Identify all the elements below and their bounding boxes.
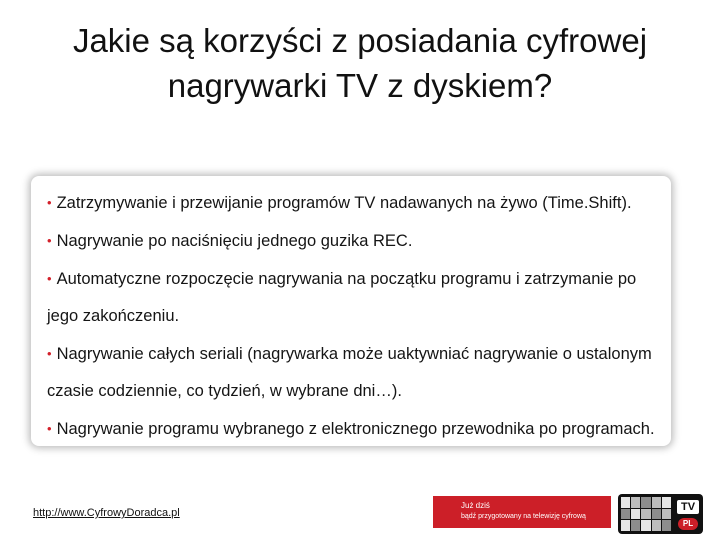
list-item-text: Nagrywanie całych seriali (nagrywarka może uaktywniać nagrywanie o ustalonym <box>56 345 652 363</box>
list-item-text: Nagrywanie programu wybranego z elektronicznego przewodnika po programach. <box>56 420 655 438</box>
list-item <box>47 184 665 222</box>
bullet-icon: • <box>47 421 52 436</box>
pixel-mosaic-icon <box>621 497 671 531</box>
list-item-text: Nagrywanie po naciśnięciu jednego guzika REC. <box>56 232 413 250</box>
slide-title-line-1: Jakie są korzyści z posiadania cyfrowej <box>72 22 648 59</box>
bullet-icon: • <box>47 195 52 210</box>
list-item <box>47 335 665 410</box>
list-item <box>47 260 665 335</box>
bullet-icon: • <box>47 271 52 286</box>
list-item-text-continuation: czasie codziennie, co tydzień, w wybrane dni…). <box>47 382 402 400</box>
promo-banner-line-1: Już dziś <box>461 501 490 510</box>
list-item <box>47 410 665 448</box>
logo-tv-text: TV <box>677 500 699 514</box>
cyfrowy-tv-logo <box>618 494 703 534</box>
bullet-icon: • <box>47 233 52 248</box>
website-link[interactable]: http://www.CyfrowyDoradca.pl <box>33 507 180 519</box>
logo-pl-badge: PL <box>678 518 698 530</box>
list-item-text: Zatrzymywanie i przewijanie programów TV nadawanych na żywo (Time.Shift). <box>56 194 632 212</box>
promo-banner <box>433 496 611 528</box>
list-item <box>47 222 665 260</box>
bullet-icon: • <box>47 346 52 361</box>
slide-title-line-2: nagrywarki TV z dyskiem? <box>167 67 553 104</box>
benefits-list <box>47 184 665 448</box>
promo-banner-line-2: bądź przygotowany na telewizję cyfrową <box>461 513 586 520</box>
content-card <box>31 176 671 446</box>
list-item-text-continuation: jego zakończeniu. <box>47 307 180 325</box>
list-item-text: Automatyczne rozpoczęcie nagrywania na początku programu i zatrzymanie po <box>56 270 637 288</box>
slide-title <box>0 18 720 108</box>
